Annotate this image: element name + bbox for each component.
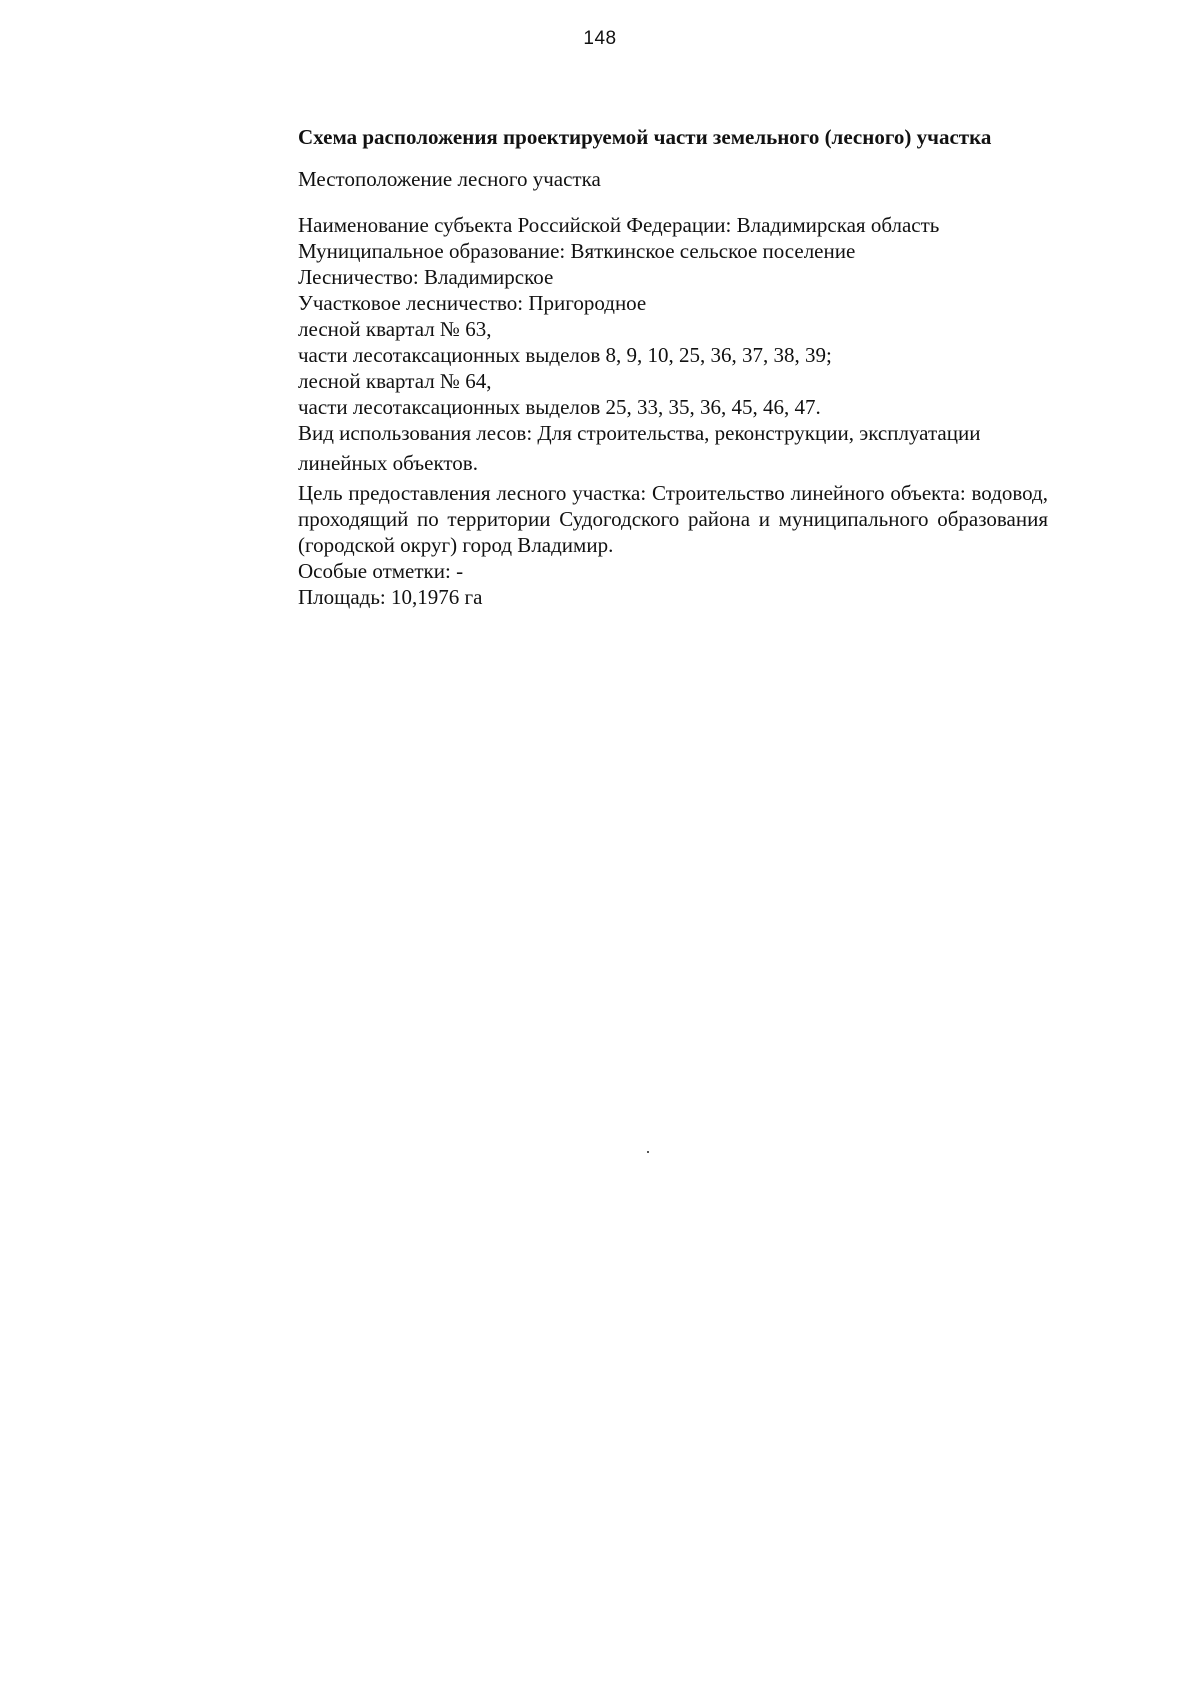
document-body — [298, 124, 1048, 610]
document-title: Схема расположения проектируемой части земельного (лесного) участка — [298, 125, 992, 149]
forestry-line: Лесничество: Владимирское — [298, 265, 554, 289]
special-notes-line: Особые отметки: - — [298, 559, 464, 583]
forest-quarter-63-line: лесной квартал № 63, — [298, 317, 492, 341]
forest-use-type-continuation: линейных объектов. — [298, 451, 478, 475]
municipality-line: Муниципальное образование: Вяткинское сельское поселение — [298, 239, 856, 263]
district-forestry-line: Участковое лесничество: Пригородное — [298, 291, 647, 315]
plots-quarter-63-line: части лесотаксационных выделов 8, 9, 10, 25, 36, 37, 38, 39; — [298, 343, 832, 367]
forest-quarter-64-line: лесной квартал № 64, — [298, 369, 492, 393]
plots-quarter-64-line: части лесотаксационных выделов 25, 33, 35, 36, 45, 46, 47. — [298, 395, 821, 419]
section-subtitle: Местоположение лесного участка — [298, 167, 601, 191]
purpose-paragraph: Цель предоставления лесного участка: Строительство линейного объекта: водовод, проходящий по территории Судогодского района и муниципального образования (городской округ) город Владимир. — [298, 481, 1048, 557]
subject-of-federation-line: Наименование субъекта Российской Федерации: Владимирская область — [298, 213, 940, 237]
page-number: 148 — [583, 28, 617, 49]
forest-use-type-line: Вид использования лесов: Для строительства, реконструкции, эксплуатации — [298, 421, 981, 445]
scan-speck — [647, 1151, 649, 1153]
area-line: Площадь: 10,1976 га — [298, 585, 483, 609]
